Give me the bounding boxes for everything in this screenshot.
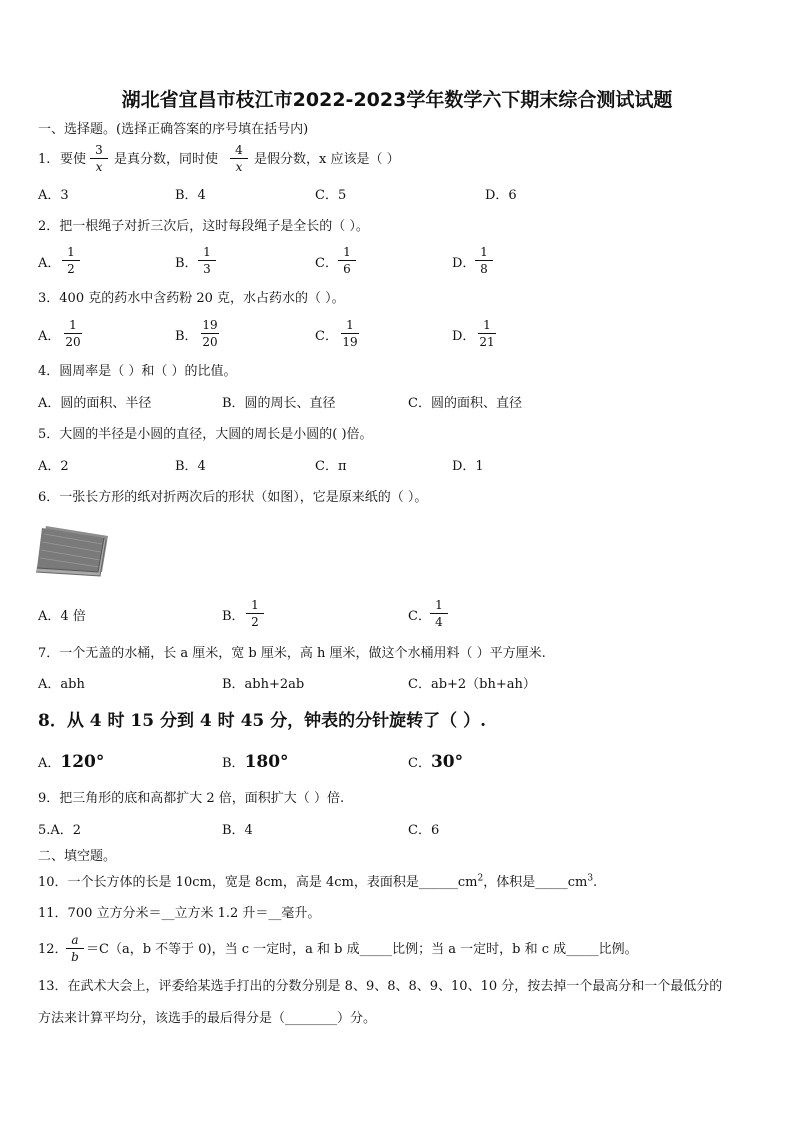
option-d: D．6 [485,188,517,203]
option-b-label: B． [175,256,198,271]
option-c-label: C． [315,256,338,271]
question-10-text: . [593,875,598,890]
question-8: 8．从 4 时 15 分到 4 时 45 分，钟表的分针旋转了（ ）. [38,711,486,731]
question-10 [38,874,597,892]
option-c: C．π [315,459,347,474]
option-c: C．ab+2（bh+ah） [408,677,536,692]
option-b: B．4 [222,823,253,838]
question-10-text: 10．一个长方体的长是 10cm，宽是 8cm，高是 4cm，表面积是______cm [38,875,478,890]
fraction: 4 x [228,143,250,174]
question-7: 7．一个无盖的水桶，长 a 厘米，宽 b 厘米，高 h 厘米，做这个水桶用料（ ）平方厘米. [38,646,546,661]
question-12-text: ＝C（a，b 不等于 0)，当 c 一定时，a 和 b 成_____比例；当 a 一定时，b 和 c 成_____比例。 [86,942,638,957]
option-d-fraction: 1 21 [479,318,495,349]
question-1-number: 1. [38,152,51,167]
superscript: 2 [477,873,484,884]
question-1-text: 要使 [60,152,87,167]
option-d: D．1 [452,459,484,474]
option-c-label: C． [408,609,431,624]
option-a-label: A． [38,329,61,344]
option-c-fraction: 1 4 [428,598,450,629]
option-a: A．圆的面积、半径 [38,396,152,411]
question-6: 6．一张长方形的纸对折两次后的形状（如图），它是原来纸的（ ）。 [38,490,428,505]
question-12-number: 12． [38,942,68,957]
option-a-fraction: 1 2 [60,245,82,276]
question-9: 9．把三角形的底和高都扩大 2 倍，面积扩大（ ）倍. [38,791,345,806]
option-b-fraction: 1 2 [244,598,266,629]
option-c-value: 30° [430,752,464,772]
option-b-fraction: 19 20 [202,318,218,349]
option-d-label: D． [452,329,476,344]
option-c: C．6 [408,823,440,838]
question-1-text: 是假分数，x 应该是（ ） [254,152,400,167]
option-a-fraction: 1 20 [65,318,81,349]
question-13-line-1: 13．在武术大会上，评委给某选手打出的分数分别是 8、9、8、8、9、10、10 分，按去掉一个最高分和一个最低分的 [38,979,723,994]
question-10-text: ，体积是_____cm [483,875,588,890]
page-title: 湖北省宜昌市枝江市2022-2023学年数学六下期末综合测试试题 [121,89,673,111]
option-a: A．abh [38,677,85,692]
question-3: 3．400 克的药水中含药粉 20 克，水占药水的（ ）。 [38,291,345,306]
option-a-label: A． [38,256,61,271]
question-4: 4．圆周率是（ ）和（ ）的比值。 [38,364,237,379]
option-c-fraction: 1 19 [342,318,358,349]
option-a-label: A． [38,756,61,771]
option-a [38,753,104,773]
option-b: B．4 [175,188,206,203]
option-b: B．abh+2ab [222,677,305,692]
section-heading: 一、选择题。(选择正确答案的序号填在括号内) [38,122,309,137]
option-c-label: C． [408,756,431,771]
option-c [408,753,463,773]
fraction: a b [64,933,86,964]
option-b-label: B． [175,329,198,344]
question-1-text: 是真分数，同时使 [114,152,219,167]
option-d-label: D． [452,256,476,271]
option-c: C．圆的面积、直径 [408,396,522,411]
option-b-label: B． [222,609,245,624]
question-11: 11．700 立方分米＝__立方米 1.2 升＝__毫升。 [38,906,321,921]
option-c: C．5 [315,188,347,203]
option-a: A．2 [38,459,69,474]
option-b-fraction: 1 3 [196,245,218,276]
question-5: 5．大圆的半径是小圆的直径，大圆的周长是小圆的( )倍。 [38,427,373,442]
option-a: A．3 [38,188,69,203]
question-13-line-2: 方法来计算平均分，该选手的最后得分是（________）分。 [38,1011,377,1026]
option-d-fraction: 1 8 [473,245,495,276]
folded-paper-image [36,522,112,580]
option-b-label: B． [222,756,245,771]
fraction: 3 x [88,143,110,174]
question-2: 2．把一根绳子对折三次后，这时每段绳子是全长的（ ）。 [38,219,369,234]
option-b: B．圆的周长、直径 [222,396,336,411]
option-c-fraction: 1 6 [336,245,358,276]
section-heading: 二、填空题。 [38,849,117,864]
option-b: B．4 [175,459,206,474]
option-c-label: C． [315,329,338,344]
option-b-value: 180° [244,752,289,772]
option-a: A．4 倍 [38,609,86,624]
option-a: 5.A．2 [38,823,82,838]
option-b [222,753,289,773]
superscript: 3 [587,873,594,884]
option-a-value: 120° [60,752,105,772]
